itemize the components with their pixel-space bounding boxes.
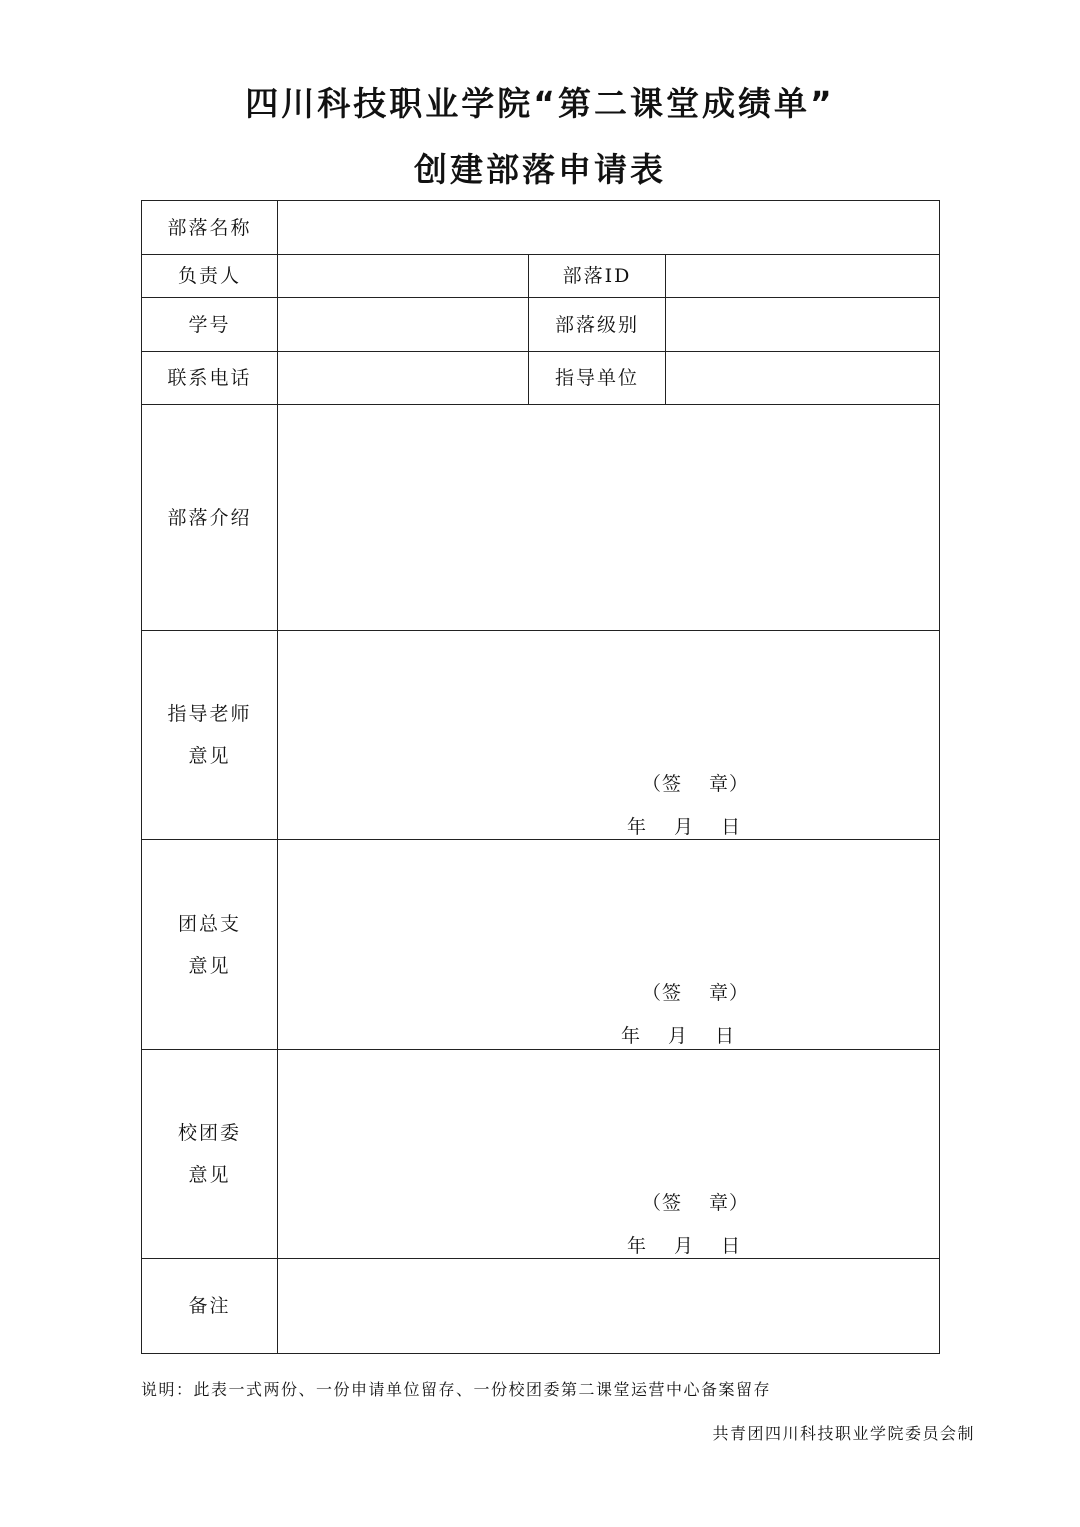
school-league-opinion-label <box>142 1050 278 1259</box>
school-league-seal-text: （签 章） <box>642 1192 750 1214</box>
student-id-label: 学号 <box>142 298 278 352</box>
league-branch-date-text: 年 月 日 <box>621 1025 736 1047</box>
form-subtitle: 创建部落申请表 <box>414 150 666 189</box>
phone-field[interactable] <box>278 352 529 405</box>
guide-unit-field[interactable] <box>666 352 940 405</box>
league-branch-opinion-label <box>142 840 278 1050</box>
league-branch-label-line1: 团总支 <box>177 912 241 935</box>
leader-field[interactable] <box>278 255 529 298</box>
league-branch-label-line2: 意见 <box>188 954 231 977</box>
tribe-name-label: 部落名称 <box>142 201 278 255</box>
student-id-field[interactable] <box>278 298 529 352</box>
advisor-opinion-label <box>142 631 278 840</box>
league-branch-opinion-field[interactable] <box>278 840 940 1050</box>
intro-field[interactable] <box>278 405 940 631</box>
school-league-opinion-field[interactable] <box>278 1050 940 1259</box>
tribe-name-field[interactable] <box>278 201 940 255</box>
tribe-id-field[interactable] <box>666 255 940 298</box>
footnote: 说明：此表一式两份、一份申请单位留存、一份校团委第二课堂运营中心备案留存 <box>141 1380 772 1399</box>
tribe-id-label: 部落ID <box>529 255 666 298</box>
advisor-opinion-label-line1: 指导老师 <box>167 703 252 725</box>
advisor-opinion-label-line2: 意见 <box>188 745 231 767</box>
remarks-field[interactable] <box>278 1259 940 1354</box>
advisor-seal-text: （签 章） <box>642 773 750 795</box>
application-table <box>141 200 940 1354</box>
school-league-date-text: 年 月 日 <box>627 1235 742 1257</box>
form-title: 四川科技职业学院“第二课堂成绩单” <box>245 84 835 123</box>
league-branch-seal-text: （签 章） <box>642 982 750 1004</box>
guide-unit-label: 指导单位 <box>529 352 666 405</box>
intro-label: 部落介绍 <box>142 405 278 631</box>
remarks-label: 备注 <box>142 1259 278 1354</box>
advisor-opinion-field[interactable] <box>278 631 940 840</box>
phone-label: 联系电话 <box>142 352 278 405</box>
school-league-label-line2: 意见 <box>188 1164 231 1186</box>
advisor-date-text: 年 月 日 <box>627 816 742 838</box>
issuer-credit: 共青团四川科技职业学院委员会制 <box>712 1424 975 1443</box>
school-league-label-line1: 校团委 <box>177 1122 241 1144</box>
tribe-level-field[interactable] <box>666 298 940 352</box>
tribe-level-label: 部落级别 <box>529 298 666 352</box>
leader-label: 负责人 <box>142 255 278 298</box>
